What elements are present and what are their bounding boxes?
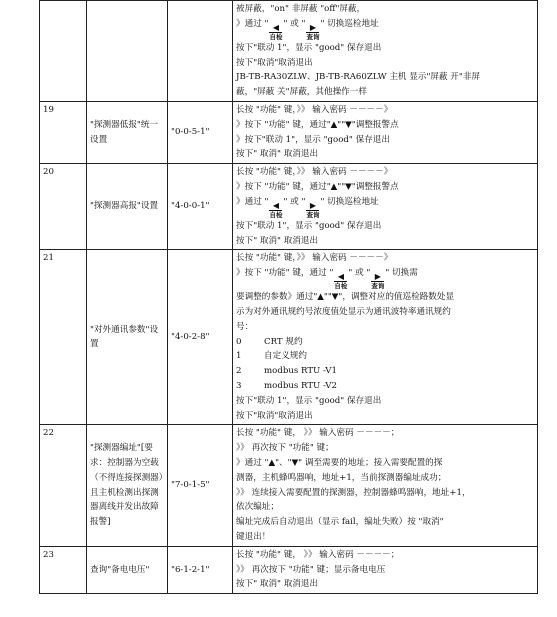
- option-label: modbus RTU -V1: [264, 366, 337, 377]
- right-arrow-icon: ▶: [309, 200, 317, 210]
- option-label: 自定义规约: [264, 351, 307, 362]
- operation-steps: [233, 164, 538, 250]
- table-row: [40, 546, 538, 593]
- procedure-table: [39, 0, 538, 594]
- menu-code: "4-0-0-1": [168, 164, 233, 250]
- step-line: 示为对外通讯规约号浓度值处显示为通讯波特率通讯规约: [236, 306, 451, 317]
- setting-name: "探测器低报"统一设置: [87, 101, 168, 163]
- step-line: 按下"取消"取消退出: [236, 57, 313, 68]
- operation-steps: [233, 1, 538, 102]
- step-line: 长按 "功能" 键， 》》 输入密码 －－－－；: [236, 549, 400, 560]
- step-line: 按下" 取消" 取消退出: [236, 235, 319, 246]
- right-arrow-icon: ▶: [309, 22, 317, 32]
- right-arrow-icon: ▶: [374, 272, 381, 282]
- step-line: 依次编址；: [236, 502, 279, 513]
- step-line: 》》 再次按下 "功能" 键；显示备电电压: [236, 564, 386, 575]
- step-line: 测器，主机蜂鸣器响，地址+1，当前探测器编址成功；: [236, 472, 447, 483]
- step-text: " 切换巡检地址: [320, 196, 379, 207]
- step-line: 长按 "功能" 键， 》》 输入密码 －－－－；: [236, 428, 400, 439]
- setting-name: "探测器高报"设置: [87, 164, 168, 250]
- menu-code: "4-0-2-8": [168, 250, 233, 425]
- table-row: [40, 164, 538, 250]
- step-line: [236, 266, 534, 290]
- self-test-key-icon: [269, 24, 282, 41]
- step-line: 长按 "功能" 键，》》 输入密码 －－－－》: [236, 167, 393, 178]
- step-line: 长按 "功能" 键，》》 输入密码 －－－－》: [236, 253, 393, 264]
- step-line: [236, 17, 534, 41]
- key-label: 自检: [334, 282, 348, 291]
- protocol-option: [236, 364, 534, 379]
- step-line: 》》 再次按下 "功能" 键；: [236, 443, 334, 454]
- menu-code: [168, 1, 233, 102]
- table-row: [40, 250, 538, 425]
- step-line: 号：: [236, 321, 254, 332]
- step-text: 》通过 ": [236, 18, 269, 29]
- step-line: 》》 连续接入需要配置的探测器，控制器蜂鸣器响，地址+1，: [236, 487, 471, 498]
- protocol-option: [236, 379, 534, 394]
- step-line: 》通过 "▲"、"▼" 调至需要的地址；接入需要配置的探: [236, 457, 443, 468]
- row-number: 20: [40, 164, 87, 250]
- step-line: 按下"联动 1"，显示 "good" 保存退出: [236, 395, 382, 406]
- option-number: 1: [236, 351, 242, 362]
- key-label: 自检: [269, 32, 283, 41]
- operation-steps: [233, 101, 538, 163]
- row-number: 23: [40, 546, 87, 593]
- key-label: 自检: [269, 210, 283, 219]
- row-number: 19: [40, 101, 87, 163]
- table-row: [40, 1, 538, 102]
- step-text: " 或 ": [283, 18, 306, 29]
- step-line: 编址完成后自动退出（显示 fail，编址失败）按 "取消": [236, 517, 444, 528]
- step-line: 按下"联动 1"，显示 "good" 保存退出: [236, 42, 382, 53]
- protocol-option: [236, 349, 534, 364]
- menu-code: "0-0-5-1": [168, 101, 233, 163]
- query-key-icon: [371, 273, 384, 290]
- step-text: " 切换需: [385, 268, 418, 279]
- row-number: 21: [40, 250, 87, 425]
- step-line: 按下"取消"取消退出: [236, 410, 313, 421]
- step-text: " 或 ": [283, 196, 306, 207]
- step-line: [236, 195, 534, 219]
- key-label: 查询: [306, 32, 320, 41]
- protocol-option: [236, 335, 534, 350]
- step-line: 按下" 取消" 取消退出: [236, 579, 319, 590]
- option-label: modbus RTU -V2: [264, 380, 337, 391]
- step-line: 被屏蔽，"on" 非屏蔽 "off"屏蔽，: [236, 4, 366, 14]
- left-arrow-icon: ◀: [337, 272, 344, 282]
- operation-steps: [233, 546, 538, 593]
- option-number: 3: [236, 380, 242, 391]
- menu-code: "7-0-1-5": [168, 425, 233, 546]
- option-label: CRT 规约: [264, 336, 303, 347]
- row-number: [40, 1, 87, 102]
- step-text: " 切换巡检地址: [320, 18, 379, 29]
- step-line: 键退出！: [236, 531, 271, 542]
- step-text: 》通过 ": [236, 196, 269, 207]
- table-row: [40, 425, 538, 546]
- step-line: JB-TB-RA30ZLW、JB-TB-RA60ZLW 主机 显示"屏蔽 开"非屏: [236, 72, 481, 83]
- key-label: 查询: [306, 210, 320, 219]
- query-key-icon: [306, 202, 319, 219]
- step-line: 按下"联动 1"，显示 "good" 保存退出: [236, 220, 382, 231]
- step-line: 》按下 "功能" 键，通过"▲""▼"调整报警点: [236, 181, 399, 192]
- setting-name: 查询"备电电压": [87, 546, 168, 593]
- operation-steps: [233, 425, 538, 546]
- step-text: " 或 ": [348, 268, 371, 279]
- self-test-key-icon: [269, 202, 282, 219]
- option-number: 0: [236, 336, 242, 347]
- step-line: 》按下 "功能" 键，通过"▲""▼"调整报警点: [236, 119, 399, 130]
- step-line: 》按下"联动 1"，显示 "good" 保存退出: [236, 134, 390, 145]
- step-line: 蔽，"屏蔽 关"屏蔽，其他操作一样: [236, 87, 367, 98]
- step-line: 要调整的参数》通过"▲""▼"，调整对应的值巡检路数处显: [236, 292, 455, 303]
- option-number: 2: [236, 366, 242, 377]
- setting-name: "对外通讯参数"设置: [87, 250, 168, 425]
- menu-code: "6-1-2-1": [168, 546, 233, 593]
- left-arrow-icon: ◀: [272, 22, 280, 32]
- operation-steps: [233, 250, 538, 425]
- self-test-key-icon: [334, 273, 347, 290]
- key-label: 查询: [371, 282, 385, 291]
- step-line: 长按 "功能" 键，》》 输入密码 －－－－》: [236, 104, 393, 115]
- setting-name: "探测器编址"[要求：控制器为空载（不得连接探测器）且主机检测出探测器离线并发出故障报警]: [87, 425, 168, 546]
- step-text: 》按下 "功能" 键，通过 ": [236, 268, 334, 279]
- table-row: [40, 101, 538, 163]
- row-number: 22: [40, 425, 87, 546]
- step-line: 按下" 取消" 取消退出: [236, 149, 319, 160]
- left-arrow-icon: ◀: [272, 200, 280, 210]
- setting-name: [87, 1, 168, 102]
- query-key-icon: [306, 24, 319, 41]
